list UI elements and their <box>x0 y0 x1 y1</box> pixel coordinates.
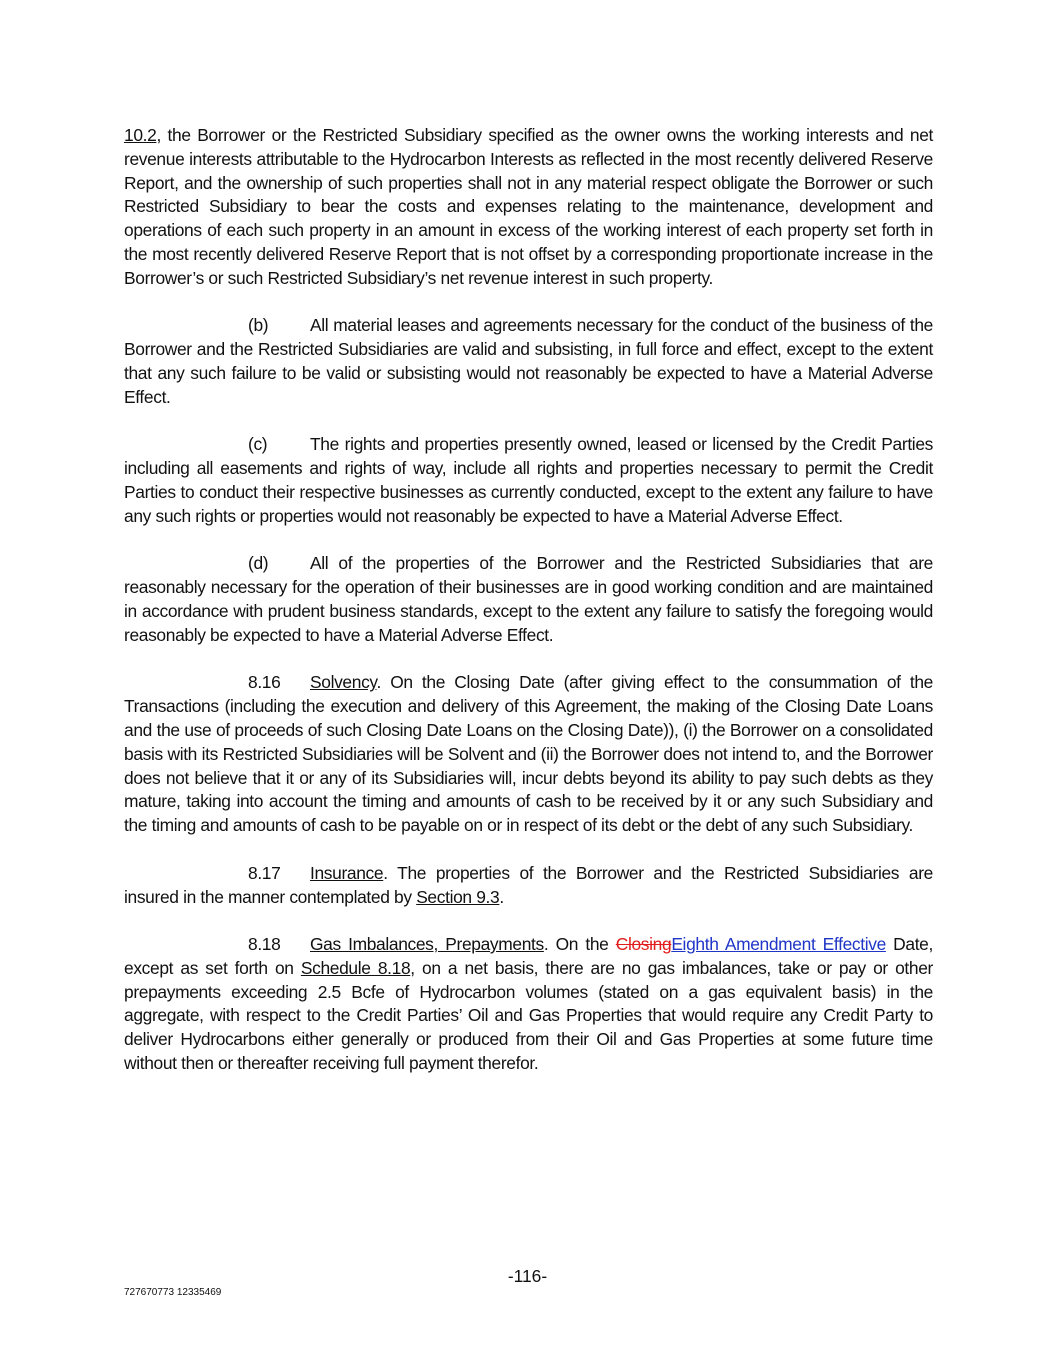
paragraph-label: (d) <box>248 553 269 574</box>
paragraph-text: , the Borrower or the Restricted Subsidiary specified as the owner owns the working interests and net revenue interests attributable to the Hydrocarbon Interests as reflected in the most recently delivered Reserve Report, and the ownership of such properties shall not in any material respect obligate the Borrower or such Restricted Subsidiary to bear the costs and expenses relating to the maintenance, development and operations of each such property in an amount in excess of the working interest of each property set forth in the most recently delivered Reserve Report that is not offset by a corresponding proportionate increase in the Borrower’s or such Restricted Subsidiary’s net revenue interest in such property. <box>124 125 933 288</box>
section-text: . On the <box>543 934 616 955</box>
document-id: 727670773 12335469 <box>124 1287 222 1298</box>
paragraph-c <box>124 433 933 528</box>
section-reference: 10.2 <box>124 125 157 145</box>
section-title: Insurance <box>310 862 384 883</box>
paragraph-label: (c) <box>248 434 268 455</box>
paragraph-text: All material leases and agreements necessary for the conduct of the business of the Borrower and the Restricted Subsidiaries are valid and subsisting, in full force and effect, except to the extent that any such failure to be valid or subsisting would not reasonably be expected to have a Material Adverse Effect. <box>124 315 933 407</box>
paragraph-text: The rights and properties presently owned, leased or licensed by the Credit Parties including all easements and rights of way, include all rights and properties necessary to permit the Credit Parties to conduct their respective businesses as currently conducted, except to the extent any failure to have any such rights or properties would not reasonably be expected to have a Material Adverse Effect. <box>124 434 933 526</box>
deleted-text: Closing <box>615 934 672 955</box>
section-text: . On the Closing Date (after giving effect to the consummation of the Transactions (including the execution and delivery of this Agreement, the making of the Closing Date Loans and the use of proceeds of such Closing Date Loans on the Closing Date)), (i) the Borrower on a consolidated basis with its Restricted Subsidiaries will be Solvent and (ii) the Borrower does not intend to, and the Borrower does not believe that it or any of its Subsidiaries will, incur debts beyond its ability to pay such debts as they mature, taking into account the timing and amounts of cash to be received by it or any such Subsidiary and the timing and amounts of cash to be payable on or in respect of its debt or the debt of any such Subsidiary. <box>124 672 933 836</box>
section-number: 8.17 <box>248 862 281 883</box>
section-reference: Section 9.3 <box>416 886 500 907</box>
section-number: 8.18 <box>248 934 281 955</box>
intro-paragraph <box>124 124 933 291</box>
section-text: , on a net basis, there are no gas imbalances, take or pay or other prepayments exceeding 2.5 Bcfe of Hydrocarbon volumes (stated on a gas equivalent basis) in the aggregate, with respect to the Credit Parties’ Oil and Gas Properties that would require any Credit Party to deliver Hydrocarbons either generally or produced from their Oil and Gas Properties at some future time without then or thereafter receiving full payment therefor. <box>124 957 933 1074</box>
schedule-reference: Schedule 8.18 <box>300 957 411 978</box>
paragraph-text: All of the properties of the Borrower and the Restricted Subsidiaries that are reasonably necessary for the operation of their businesses are in good working condition and are maintained in accordance with prudent business standards, except to the extent any failure to satisfy the foregoing would reasonably be expected to have a Material Adverse Effect. <box>124 553 933 645</box>
paragraph-label: (b) <box>248 315 269 336</box>
section-number: 8.16 <box>248 672 281 693</box>
section-text: Date, except as set forth on <box>124 934 933 978</box>
section-8-16 <box>124 671 933 838</box>
section-title: Solvency <box>310 672 377 693</box>
section-title: Gas Imbalances, Prepayments <box>310 934 544 955</box>
page-number: -116- <box>507 1266 548 1286</box>
document-body <box>124 124 933 1100</box>
inserted-text: Eighth Amendment Effective <box>671 934 886 955</box>
section-8-17 <box>124 862 933 910</box>
section-text-end: . <box>499 886 504 907</box>
paragraph-b <box>124 314 933 409</box>
section-text: . The properties of the Borrower and the Restricted Subsidiaries are insured in the manner contemplated by <box>124 862 933 907</box>
section-8-18 <box>124 933 933 1076</box>
paragraph-d <box>124 552 933 647</box>
